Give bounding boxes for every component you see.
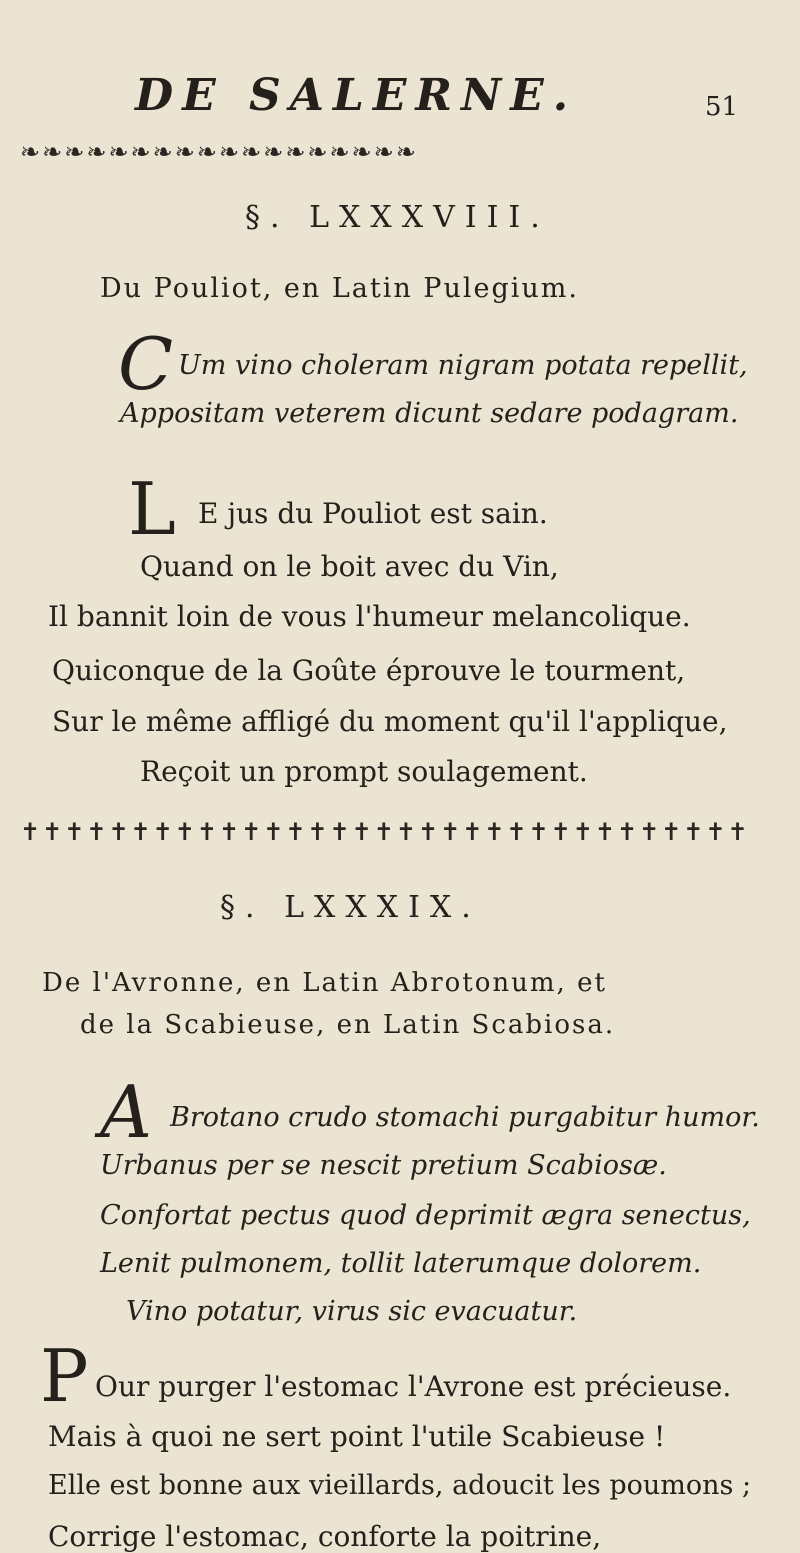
latin-verse-line: Um vino choleram nigram potata repellit, <box>178 350 748 381</box>
section-subtitle-88: Du Pouliot, en Latin Pulegium. <box>100 273 579 304</box>
drop-cap-p: P <box>40 1334 89 1418</box>
running-header: DE SALERNE. <box>135 70 578 121</box>
ornament-band-top: ❧❧❧❧❧❧❧❧❧❧❧❧❧❧❧❧❧❧ <box>20 138 418 166</box>
drop-cap-l: L <box>128 467 176 551</box>
latin-verse-line: Vino potatur, virus sic evacuatur. <box>126 1296 578 1327</box>
page-number: 51 <box>705 92 739 122</box>
section-number-88: §. LXXXVIII. <box>245 200 550 235</box>
french-verse-line: Reçoit un prompt soulagement. <box>140 755 588 788</box>
latin-verse-line: Brotano crudo stomachi purgabitur humor. <box>170 1102 760 1133</box>
french-verse-line: E jus du Pouliot est sain. <box>198 497 548 530</box>
latin-verse-line: Appositam veterem dicunt sedare podagram. <box>120 398 739 429</box>
french-verse-line: Our purger l'estomac l'Avrone est précieuse. <box>95 1370 732 1403</box>
latin-verse-line: Urbanus per se nescit pretium Scabiosæ. <box>100 1150 667 1181</box>
french-verse-line: Mais à quoi ne sert point l'utile Scabieuse ! <box>48 1420 666 1453</box>
section-subtitle-89-line2: de la Scabieuse, en Latin Scabiosa. <box>80 1010 616 1040</box>
french-verse-line: Sur le même affligé du moment qu'il l'applique, <box>52 705 728 738</box>
drop-cap-c: C <box>118 322 174 406</box>
french-verse-line: Il bannit loin de vous l'humeur melancolique. <box>48 600 691 633</box>
ornament-band-middle: ✝✝✝✝✝✝✝✝✝✝✝✝✝✝✝✝✝✝✝✝✝✝✝✝✝✝✝✝✝✝✝✝✝ <box>20 818 750 846</box>
latin-verse-line: Lenit pulmonem, tollit laterumque dolorem. <box>100 1248 702 1279</box>
french-verse-line: Elle est bonne aux vieillards, adoucit les poumons ; <box>48 1470 752 1501</box>
french-verse-line: Corrige l'estomac, conforte la poitrine, <box>48 1520 602 1553</box>
french-verse-line: Quiconque de la Goûte éprouve le tourment, <box>52 654 686 687</box>
section-number-89: §. LXXXIX. <box>220 890 481 925</box>
section-subtitle-89-line1: De l'Avronne, en Latin Abrotonum, et <box>42 968 607 998</box>
latin-verse-line: Confortat pectus quod deprimit ægra senectus, <box>100 1200 751 1231</box>
drop-cap-a: A <box>100 1070 152 1154</box>
french-verse-line: Quand on le boit avec du Vin, <box>140 550 559 583</box>
